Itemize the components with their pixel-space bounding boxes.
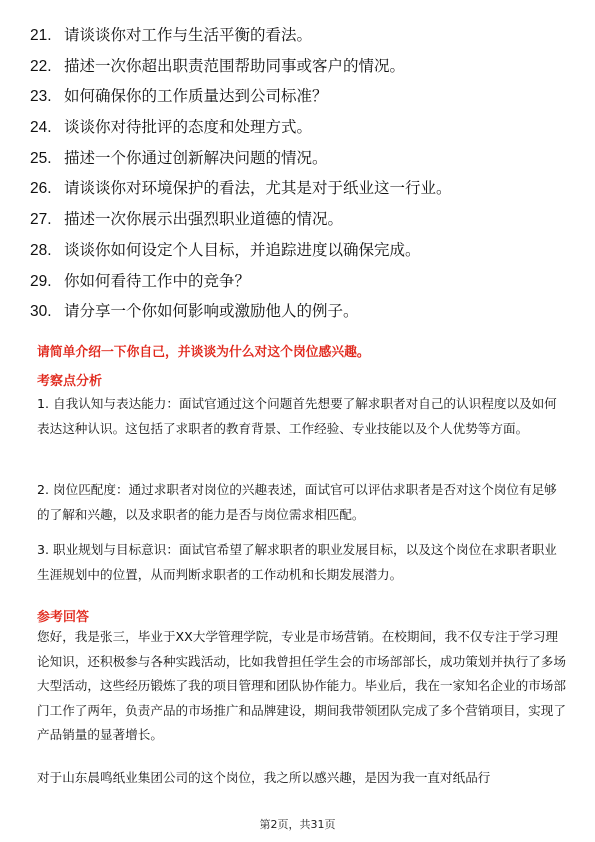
question-number: 26. — [30, 180, 52, 198]
reference-paragraph-1: 您好，我是张三，毕业于XX大学管理学院，专业是市场营销。在校期间，我不仅专注于学习理论知识，还积极参与各种实践活动，比如我曾担任学生会的市场部部长，成功策划并执行了多场大型活动，这些经历锻炼了我的项目管理和团队协作能力。毕业后，我在一家知名企业的市场部门工作了两年，负责产品的市场推广和品牌建设，期间我带领团队完成了多个营销项目，实现了产品销量的显著增长。 — [37, 629, 566, 743]
question-number: 30. — [30, 303, 52, 321]
question-number: 28. — [30, 241, 52, 259]
list-item — [30, 240, 570, 271]
question-text: 描述一次你展示出强烈职业道德的情况。 — [64, 210, 344, 229]
question-text: 请谈谈你对环境保护的看法，尤其是对于纸业这一行业。 — [64, 179, 452, 198]
question-number: 29. — [30, 272, 52, 290]
question-text: 请谈谈你对工作与生活平衡的看法。 — [64, 26, 313, 44]
question-number: 27. — [30, 211, 52, 229]
question-number: 25. — [30, 149, 52, 167]
list-item — [30, 209, 570, 240]
question-number: 24. — [30, 119, 52, 137]
list-item — [30, 271, 570, 302]
question-number: 23. — [30, 88, 52, 106]
question-text: 谈谈你如何设定个人目标，并追踪进度以确保完成。 — [64, 240, 421, 259]
page-footer: 第2页，共31页 — [259, 818, 336, 831]
reference-title: 参考回答 — [37, 610, 90, 625]
question-number: 21. — [30, 27, 52, 44]
list-item — [30, 117, 570, 148]
list-item — [30, 178, 570, 209]
list-item — [30, 301, 570, 332]
list-item — [30, 148, 570, 179]
reference-paragraph-2: 对于山东晨鸣纸业集团公司的这个岗位，我之所以感兴趣，是因为我一直对纸品行 — [37, 770, 491, 785]
question-number: 22. — [30, 57, 52, 75]
question-list — [30, 25, 570, 332]
list-item — [30, 25, 570, 56]
analysis-point-2: 2. 岗位匹配度：通过求职者对岗位的兴趣表述，面试官可以评估求职者是否对这个岗位有足够的了解和兴趣，以及求职者的能力是否与岗位需求相匹配。 — [37, 482, 557, 522]
list-item — [30, 86, 570, 117]
question-text: 描述一次你超出职责范围帮助同事或客户的情况。 — [64, 56, 406, 75]
question-text: 你如何看待工作中的竞争？ — [64, 271, 251, 290]
analysis-point-3: 3. 职业规划与目标意识：面试官希望了解求职者的职业发展目标，以及这个岗位在求职者职业生涯规划中的位置，从而判断求职者的工作动机和长期发展潜力。 — [37, 542, 557, 582]
question-text: 谈谈你对待批评的态度和处理方式。 — [64, 118, 313, 137]
question-text: 描述一个你通过创新解决问题的情况。 — [64, 148, 328, 167]
featured-question: 请简单介绍一下你自己，并谈谈为什么对这个岗位感兴趣。 — [37, 345, 370, 360]
analysis-title: 考察点分析 — [37, 374, 103, 389]
list-item — [30, 56, 570, 87]
analysis-point-1: 1. 自我认知与表达能力：面试官通过这个问题首先想要了解求职者对自己的认识程度以及如何表达这种认识。这包括了求职者的教育背景、工作经验、专业技能以及个人优势等方面。 — [37, 396, 557, 436]
question-text: 请分享一个你如何影响或激励他人的例子。 — [64, 302, 359, 321]
question-text: 如何确保你的工作质量达到公司标准？ — [64, 87, 328, 106]
